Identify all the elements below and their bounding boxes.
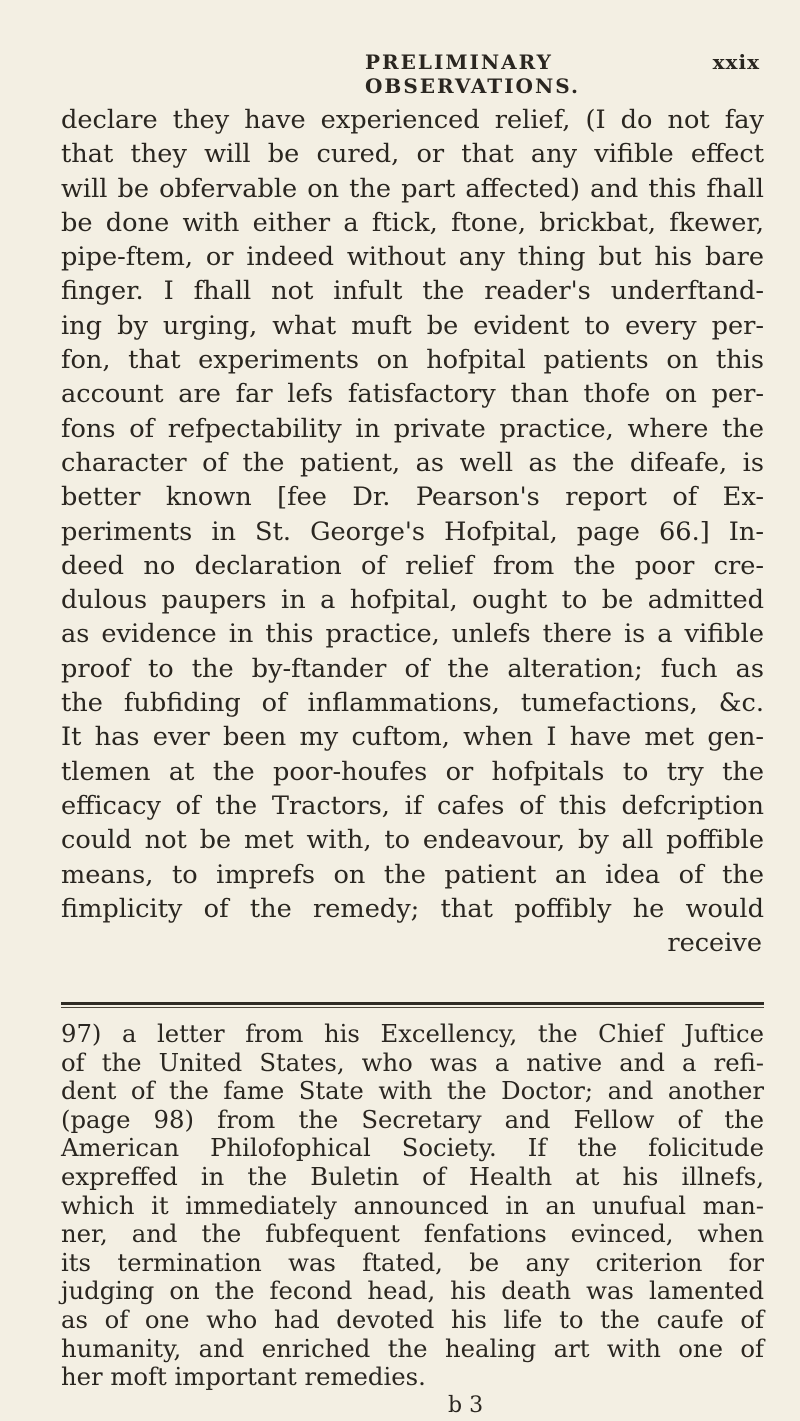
text-line: the fubfiding of inflammations, tumefactions, &c.	[61, 688, 764, 719]
note-line: which it immediately announced in an unufual man-	[61, 1190, 764, 1220]
note-line: 97) a letter from his Excellency, the Chief Juftice	[61, 1019, 764, 1048]
text-line: pipe-ftem, or indeed without any thing but his bare	[61, 242, 764, 273]
text-line: that they will be cured, or that any vifible effect	[61, 139, 764, 170]
note-line: dent of the fame State with the Doctor; and another	[61, 1076, 764, 1106]
note-line: its termination was ftated, be any criterion for	[61, 1247, 764, 1277]
text-line: could not be met with, to endeavour, by all poffible	[61, 825, 764, 856]
text-line: It has ever been my cuftom, when I have met gen-	[61, 722, 764, 753]
note-line: as of one who had devoted his life to the caufe of	[61, 1304, 764, 1334]
main-text	[61, 103, 764, 960]
footnote-text	[61, 1020, 764, 1392]
text-line: deed no declaration of relief from the poor cre-	[61, 550, 764, 581]
text-line: declare they have experienced relief, (I do not fay	[61, 105, 764, 135]
text-line: efficacy of the Tractors, if cafes of this defcription	[61, 790, 764, 821]
running-head	[365, 50, 760, 98]
text-line: will be obfervable on the part affected) and this fhall	[61, 173, 764, 204]
text-line: finger. I fhall not infult the reader's underftand-	[61, 276, 764, 307]
note-line: humanity, and enriched the healing art with one of	[61, 1333, 764, 1363]
text-line: dulous paupers in a hofpital, ought to be admitted	[61, 585, 764, 616]
text-line: character of the patient, as well as the difeafe, is	[61, 447, 764, 478]
text-line: fimplicity of the remedy; that poffibly he would	[61, 893, 764, 924]
signature-mark: b 3	[448, 1393, 484, 1418]
running-head-title: PRELIMINARY OBSERVATIONS.	[365, 50, 580, 98]
text-line: periments in St. George's Hofpital, page 66.] In-	[61, 516, 764, 547]
page-number: xxix	[712, 50, 760, 74]
note-line: of the United States, who was a native and a refi-	[61, 1047, 764, 1077]
text-line: tlemen at the poor-houfes or hofpitals to try the	[61, 756, 764, 787]
catchword: receive	[667, 928, 762, 959]
note-line: American Philofophical Society. If the folicitude	[61, 1133, 764, 1163]
text-line: account are far lefs fatisfactory than thofe on per-	[61, 379, 764, 410]
text-line: proof to the by-ftander of the alteration; fuch as	[61, 653, 764, 684]
text-line: ing by urging, what muft be evident to every per-	[61, 310, 764, 341]
note-line: her moft important remedies.	[61, 1362, 426, 1392]
text-line: fons of refpectability in private practice, where the	[61, 413, 764, 444]
note-line: expreffed in the Buletin of Health at his illnefs,	[61, 1161, 764, 1191]
note-line: ner, and the fubfequent fenfations evinced, when	[61, 1219, 764, 1249]
note-line: judging on the fecond head, his death was lamented	[61, 1276, 764, 1306]
note-line: (page 98) from the Secretary and Fellow of the	[61, 1104, 764, 1134]
text-line: means, to imprefs on the patient an idea of the	[61, 859, 764, 890]
text-line: as evidence in this practice, unlefs there is a vifible	[61, 619, 764, 650]
footnote-rule	[61, 1002, 764, 1005]
footnote-rule-thin	[61, 1007, 764, 1008]
text-line: be done with either a ftick, ftone, brickbat, fkewer,	[61, 207, 764, 238]
text-line: better known [fee Dr. Pearson's report of Ex-	[61, 482, 764, 513]
text-line: fon, that experiments on hofpital patients on this	[61, 345, 764, 376]
